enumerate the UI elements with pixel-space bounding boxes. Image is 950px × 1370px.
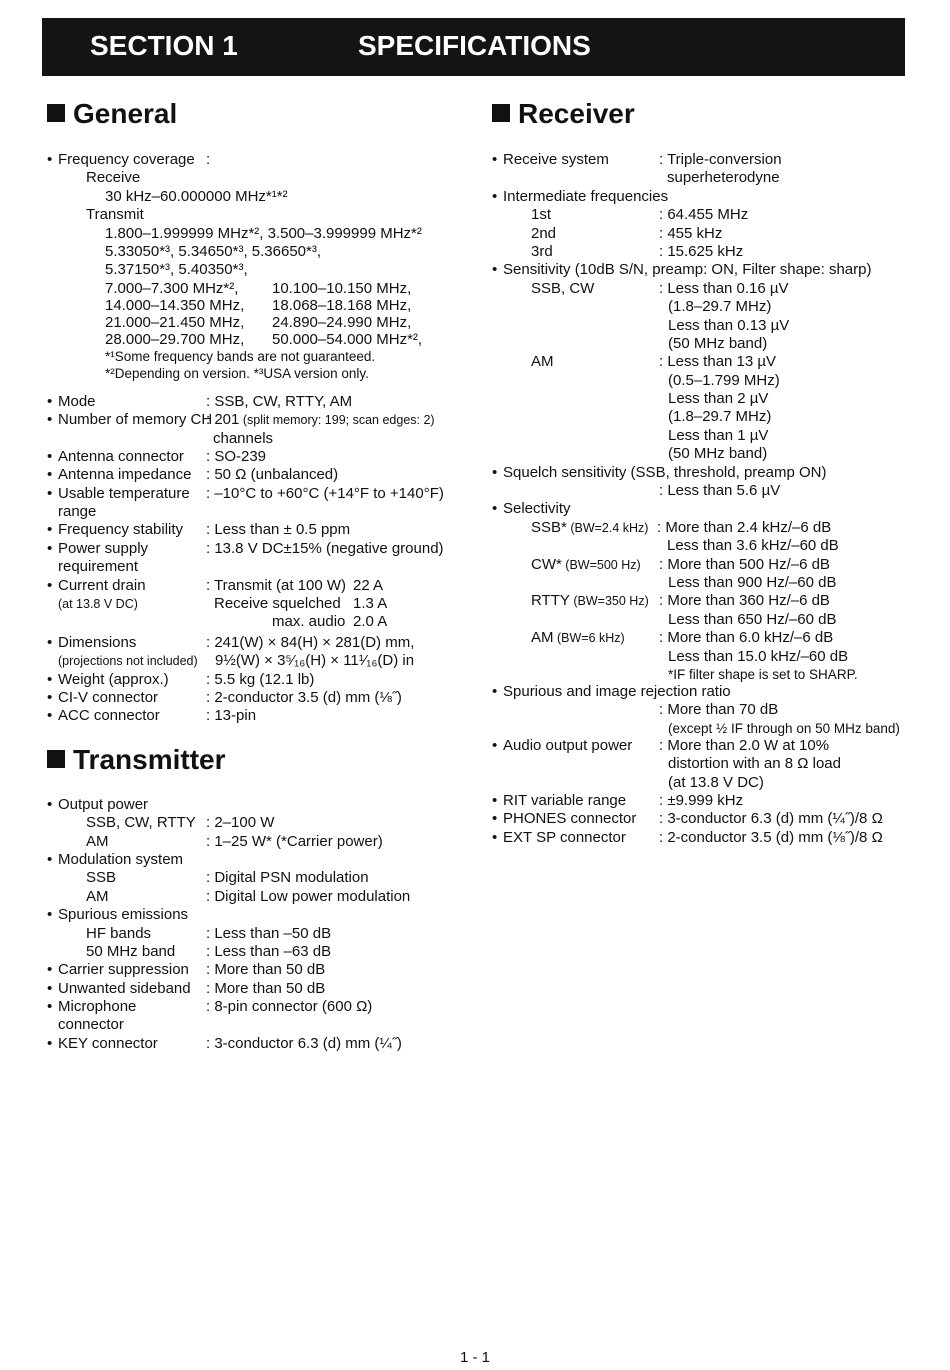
square-bullet-icon (47, 104, 65, 122)
spec-row: • Audio output power : More than 2.0 W at 10% (492, 736, 830, 754)
spec-row: AM : 1–25 W* (*Carrier power) (86, 832, 383, 850)
spec-row: • Mode : SSB, CW, RTTY, AM (47, 392, 353, 410)
spec-row: • Number of memory CH : 201 (split memory: 199; scan edges: 2) (47, 411, 435, 429)
spec-row: • Selectivity (492, 500, 571, 518)
square-bullet-icon (47, 750, 65, 768)
spec-row: : More than 70 dB (659, 701, 779, 719)
spec-row: • Antenna connector : SO-239 (47, 447, 267, 465)
spec-row: 5.33050*³, 5.34650*³, 5.36650*³, (105, 242, 321, 260)
spec-row: • EXT SP connector : 2-conductor 3.5 (d) mm (⅛˝)/8 Ω (492, 828, 883, 846)
footnote: *IF filter shape is set to SHARP. (668, 666, 858, 682)
spec-row: 7.000–7.300 MHz*², 10.100–10.150 MHz, (105, 279, 412, 297)
spec-row: (at 13.8 V DC) (668, 773, 764, 791)
spec-row: SSB, CW, RTTY : 2–100 W (86, 814, 275, 832)
spec-row: • KEY connector : 3-conductor 6.3 (d) mm (¼˝) (47, 1034, 402, 1052)
spec-row: 1.800–1.999999 MHz*², 3.500–3.999999 MHz*² (105, 224, 422, 242)
general-heading: General (47, 96, 467, 136)
spec-row: (50 MHz band) (668, 445, 768, 463)
spec-row: Less than 1 µV (668, 426, 769, 444)
spec-row: Transmit (86, 206, 144, 224)
spec-row: Less than 2 µV (668, 390, 769, 408)
spec-row: • Current drain : Transmit (at 100 W) 22 A (47, 576, 384, 594)
spec-row: • Receive system : Triple-conversion (492, 151, 782, 168)
spec-row: • Antenna impedance : 50 Ω (unbalanced) (47, 466, 339, 484)
spec-row: • Unwanted sideband : More than 50 dB (47, 979, 326, 997)
spec-row: (at 13.8 V DC) Receive squelched 1.3 A (58, 595, 388, 613)
right-column (492, 96, 912, 847)
spec-row: • Carrier suppression : More than 50 dB (47, 961, 326, 979)
spec-row: max. audio 2.0 A (272, 613, 388, 631)
spec-row: • ACC connector : 13-pin (47, 707, 257, 725)
spec-row: • PHONES connector : 3-conductor 6.3 (d) mm (¼˝)/8 Ω (492, 810, 883, 828)
footnote: *²Depending on version. *³USA version only. (105, 365, 369, 381)
spec-row: 1st : 64.455 MHz (531, 206, 749, 224)
spec-row: channels (213, 429, 274, 447)
spec-row: 2nd : 455 kHz (531, 224, 723, 242)
spec-row: • Usable temperature : –10°C to +60°C (+14°F to +140°F) (47, 484, 444, 502)
spec-row: 21.000–21.450 MHz, 24.890–24.990 MHz, (105, 313, 412, 331)
spec-row: SSB, CW : Less than 0.16 µV (531, 279, 789, 297)
spec-row: requirement (58, 558, 139, 576)
spec-row: • Modulation system (47, 850, 184, 868)
spec-row: range (58, 503, 97, 521)
spec-row: 30 kHz–60.000000 MHz*¹*² (105, 187, 288, 205)
spec-row: connector (58, 1016, 124, 1034)
spec-row: distortion with an 8 Ω load (668, 755, 841, 773)
spec-row: • Frequency stability : Less than ± 0.5 ppm (47, 521, 351, 539)
spec-row: (50 MHz band) (668, 334, 768, 352)
spec-row: Less than 0.13 µV (668, 316, 790, 334)
spec-row: (projections not included) 9½(W) × 3⁵⁄₁₆(H) × 11¹⁄₁₆(D) in (58, 652, 415, 670)
spec-row: CW* (BW=500 Hz) : More than 500 Hz/–6 dB (531, 555, 830, 573)
spec-row: • Sensitivity (10dB S/N, preamp: ON, Filter shape: sharp) (492, 261, 872, 279)
receiver-specs (492, 151, 912, 847)
transmitter-heading: Transmitter (47, 742, 467, 782)
spec-row: RTTY (BW=350 Hz) : More than 360 Hz/–6 dB (531, 592, 830, 610)
spec-row: • Squelch sensitivity (SSB, threshold, preamp ON) (492, 463, 827, 481)
spec-row: : Less than 5.6 µV (659, 482, 781, 500)
spec-row: SSB* (BW=2.4 kHz) : More than 2.4 kHz/–6 dB (531, 518, 832, 536)
spec-row: Less than 650 Hz/–60 dB (668, 610, 837, 628)
section-banner (42, 18, 905, 76)
spec-row: • Spurious and image rejection ratio (492, 682, 731, 700)
spec-row: (0.5–1.799 MHz) (668, 371, 780, 389)
footnote: *¹Some frequency bands are not guaranteed. (105, 348, 376, 364)
footnote: (except ½ IF through on 50 MHz band) (668, 720, 900, 736)
spec-row: 50 MHz band : Less than –63 dB (86, 942, 332, 960)
spec-row: • Dimensions : 241(W) × 84(H) × 281(D) mm, (47, 633, 415, 651)
spec-row: • Intermediate frequencies (492, 187, 669, 205)
spec-row: AM : Digital Low power modulation (86, 887, 411, 905)
spec-row: HF bands : Less than –50 dB (86, 924, 332, 942)
spec-row: • Frequency coverage : (47, 151, 211, 168)
spec-row: SSB : Digital PSN modulation (86, 869, 369, 887)
square-bullet-icon (492, 104, 510, 122)
spec-row: 5.37150*³, 5.40350*³, (105, 261, 248, 279)
receiver-heading: Receiver (492, 96, 912, 136)
spec-row: AM : Less than 13 µV (531, 353, 777, 371)
section-number: SECTION 1 (90, 30, 238, 61)
spec-row: Receive (86, 169, 141, 187)
spec-row: • CI-V connector : 2-conductor 3.5 (d) mm (⅛˝) (47, 688, 402, 706)
spec-row: • Output power (47, 795, 149, 813)
spec-row: 3rd : 15.625 kHz (531, 242, 744, 260)
spec-row: (1.8–29.7 MHz) (668, 408, 772, 426)
page-number: 1 - 1 (459, 1349, 490, 1366)
spec-row: • RIT variable range : ±9.999 kHz (492, 791, 744, 809)
transmitter-specs (47, 796, 467, 1053)
spec-row: 28.000–29.700 MHz, 50.000–54.000 MHz*², (105, 330, 423, 348)
spec-row: • Power supply : 13.8 V DC±15% (negative ground) (47, 539, 444, 557)
spec-row: 14.000–14.350 MHz, 18.068–18.168 MHz, (105, 296, 412, 314)
spec-row: • Spurious emissions (47, 906, 189, 924)
spec-row: • Microphone : 8-pin connector (600 Ω) (47, 998, 373, 1016)
spec-row: superheterodyne (667, 169, 780, 187)
general-specs (47, 151, 467, 726)
left-column (47, 96, 467, 1053)
spec-row: (1.8–29.7 MHz) (668, 298, 772, 316)
spec-row: Less than 900 Hz/–60 dB (668, 573, 837, 591)
spec-row: Less than 3.6 kHz/–60 dB (667, 537, 839, 555)
section-title: SPECIFICATIONS (358, 30, 591, 61)
spec-row: • Weight (approx.) : 5.5 kg (12.1 lb) (47, 670, 315, 688)
spec-row: AM (BW=6 kHz) : More than 6.0 kHz/–6 dB (531, 629, 834, 647)
spec-row: Less than 15.0 kHz/–60 dB (668, 647, 849, 665)
